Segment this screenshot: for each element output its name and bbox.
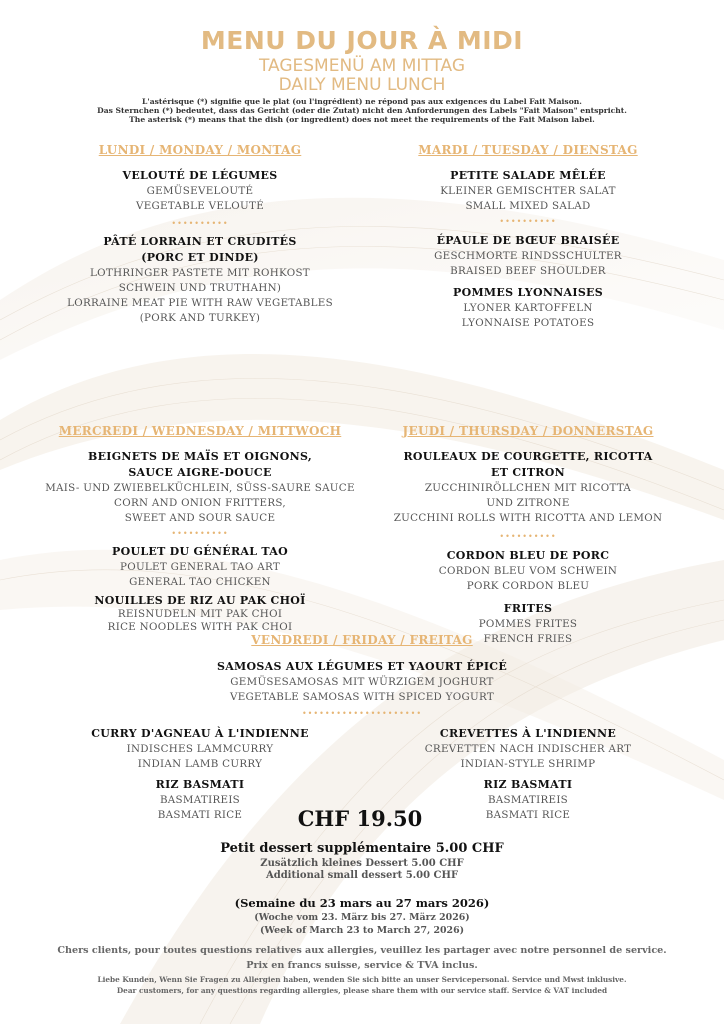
separator: •••••••••• xyxy=(499,532,557,541)
wednesday-dish-3 xyxy=(40,594,360,634)
wednesday-dish-1 xyxy=(40,449,360,526)
dish-en: VEGETABLE SAMOSAS WITH SPICED YOGURT xyxy=(229,691,495,703)
wednesday-dish-2 xyxy=(40,544,360,590)
separator: •••••••••• xyxy=(499,217,557,226)
dish-en: INDIAN LAMB CURRY xyxy=(137,758,263,770)
dish-name: VELOUTÉ DE LÉGUMES xyxy=(122,169,278,182)
fait-maison-note-en: The asterisk (*) means that the dish (or ingredient) does not meet the requirements of the Fait Maison label. xyxy=(129,115,595,124)
dish-en-cont: SWEET AND SOUR SAUCE xyxy=(124,512,276,524)
monday-dish-1 xyxy=(40,168,360,214)
dish-de: INDISCHES LAMMCURRY xyxy=(126,743,274,755)
friday-right-dish-1 xyxy=(370,726,686,772)
dish-en-cont: (PORK AND TURKEY) xyxy=(139,312,261,324)
dish-name-cont: (PORC ET DINDE) xyxy=(141,251,259,264)
dish-en: INDIAN-STYLE SHRIMP xyxy=(460,758,596,770)
dish-name: CURRY D'AGNEAU À L'INDIENNE xyxy=(91,727,309,740)
dish-en: ZUCCHINI ROLLS WITH RICOTTA AND LEMON xyxy=(393,512,663,524)
dish-en: SMALL MIXED SALAD xyxy=(465,200,591,212)
dish-en: CORN AND ONION FRITTERS, xyxy=(114,497,286,509)
dish-en: BRAISED BEEF SHOULDER xyxy=(450,265,606,277)
menu-title-en: DAILY MENU LUNCH xyxy=(278,75,446,95)
dish-name: SAMOSAS AUX LÉGUMES ET YAOURT ÉPICÉ xyxy=(216,660,508,673)
dish-name: PÂTÉ LORRAIN ET CRUDITÉS xyxy=(103,235,297,248)
dish-name: CORDON BLEU DE PORC xyxy=(446,549,610,562)
dish-de: MAIS- UND ZWIEBELKÜCHLEIN, SÜSS-SAURE SAUCE xyxy=(45,482,355,494)
separator-long: ••••••••••••••••••••• xyxy=(301,709,423,718)
week-dates-de: (Woche vom 23. März bis 27. März 2026) xyxy=(254,912,470,923)
dish-en: BASMATI RICE xyxy=(485,809,571,821)
monday-day-label: LUNDI / MONDAY / MONTAG xyxy=(98,143,302,157)
dish-name: CREVETTES À L'INDIENNE xyxy=(439,727,617,740)
friday-dish-1 xyxy=(120,659,604,705)
fait-maison-note-fr: L'astérisque (*) signifie que le plat (ou l'ingrédient) ne répond pas aux exigences du Label Fait Maison. xyxy=(142,97,582,106)
dish-en: RICE NOODLES WITH PAK CHOI xyxy=(107,621,293,633)
dish-en: GENERAL TAO CHICKEN xyxy=(129,576,271,588)
menu-price: CHF 19.50 xyxy=(297,806,423,831)
separator: •••••••••• xyxy=(171,219,229,228)
price-notice-fr: Prix en francs suisse, service & TVA inclus. xyxy=(246,960,478,971)
dish-de: LYONER KARTOFFELN xyxy=(463,302,593,314)
dish-de: BASMATIREIS xyxy=(487,794,569,806)
dish-en: BASMATI RICE xyxy=(157,809,243,821)
menu-title-de: TAGESMENÜ AM MITTAG xyxy=(258,56,466,76)
dish-en: FRENCH FRIES xyxy=(483,633,573,645)
allergy-notice-en: Dear customers, for any questions regarding allergies, please share them with our service staff. Service & VAT included xyxy=(116,986,608,995)
friday-left-dish-1 xyxy=(40,726,360,772)
dish-name: FRITES xyxy=(503,602,553,615)
dish-de: LOTHRINGER PASTETE MIT ROHKOST xyxy=(90,267,310,279)
menu-title: MENU DU JOUR À MIDI xyxy=(200,26,524,55)
dish-de: GEMÜSEVELOUTÉ xyxy=(146,185,254,197)
thursday-day-label: JEUDI / THURSDAY / DONNERSTAG xyxy=(402,424,654,438)
dish-name: NOUILLES DE RIZ AU PAK CHOÏ xyxy=(94,594,306,607)
dish-de: KLEINER GEMISCHTER SALAT xyxy=(440,185,616,197)
thursday-dish-1 xyxy=(370,449,686,526)
week-dates-fr: (Semaine du 23 mars au 27 mars 2026) xyxy=(234,896,490,910)
dish-name: POULET DU GÉNÉRAL TAO xyxy=(112,545,288,558)
dish-de: POMMES FRITES xyxy=(478,618,578,630)
dessert-offer-en: Additional small dessert 5.00 CHF xyxy=(265,870,459,881)
monday-dish-2 xyxy=(40,234,360,326)
dish-de: GESCHMORTE RINDSSCHULTER xyxy=(434,250,622,262)
dish-name: ROULEAUX DE COURGETTE, RICOTTA xyxy=(403,450,653,463)
dish-en: LYONNAISE POTATOES xyxy=(461,317,595,329)
allergy-notice-de: Liebe Kunden, Wenn Sie Fragen zu Allergien haben, wenden Sie sich bitte an unser Servicepersonal. Service und Mwst inklusive. xyxy=(97,975,627,984)
dish-de: BASMATIREIS xyxy=(159,794,241,806)
dish-name: RIZ BASMATI xyxy=(483,778,573,791)
dish-de: GEMÜSESAMOSAS MIT WÜRZIGEM JOGHURT xyxy=(230,676,494,688)
thursday-dish-2 xyxy=(370,548,686,594)
tuesday-dish-1 xyxy=(370,168,686,214)
dish-de: POULET GENERAL TAO ART xyxy=(119,561,281,573)
week-dates-en: (Week of March 23 to March 27, 2026) xyxy=(259,925,465,936)
dish-en: PORK CORDON BLEU xyxy=(466,580,590,592)
dish-de: ZUCCHINIRÖLLCHEN MIT RICOTTA xyxy=(424,482,632,494)
dish-name: PETITE SALADE MÊLÉE xyxy=(450,169,606,182)
tuesday-day-label: MARDI / TUESDAY / DIENSTAG xyxy=(418,143,638,157)
dish-de-cont: UND ZITRONE xyxy=(486,497,570,509)
tuesday-dish-2 xyxy=(370,233,686,279)
dish-name: RIZ BASMATI xyxy=(155,778,245,791)
dish-name: ÉPAULE DE BŒUF BRAISÉE xyxy=(436,234,620,247)
dessert-offer-fr: Petit dessert supplémentaire 5.00 CHF xyxy=(220,841,504,856)
separator: •••••••••• xyxy=(171,529,229,538)
dish-name: POMMES LYONNAISES xyxy=(453,286,603,299)
friday-day-label: VENDREDI / FRIDAY / FREITAG xyxy=(251,633,473,647)
allergy-notice-fr: Chers clients, pour toutes questions relatives aux allergies, veuillez les partager avec notre personnel de service. xyxy=(57,945,667,956)
dish-de: CREVETTEN NACH INDISCHER ART xyxy=(424,743,632,755)
fait-maison-note-de: Das Sternchen (*) bedeutet, dass das Gericht (oder die Zutat) nicht den Anforderungen des Labels "Fait Maison" entspricht. xyxy=(97,106,627,115)
dish-en: LORRAINE MEAT PIE WITH RAW VEGETABLES xyxy=(67,297,333,309)
dish-name: BEIGNETS DE MAÏS ET OIGNONS, xyxy=(88,450,312,463)
dish-name-cont: SAUCE AIGRE-DOUCE xyxy=(128,466,272,479)
dish-name-cont: ET CITRON xyxy=(491,466,565,479)
wednesday-day-label: MERCREDI / WEDNESDAY / MITTWOCH xyxy=(58,424,342,438)
dish-de-cont: SCHWEIN UND TRUTHAHN) xyxy=(118,282,282,294)
tuesday-dish-3 xyxy=(370,285,686,331)
dish-en: VEGETABLE VELOUTÉ xyxy=(135,200,265,212)
dish-de: CORDON BLEU VOM SCHWEIN xyxy=(438,565,618,577)
dessert-offer-de: Zusätzlich kleines Dessert 5.00 CHF xyxy=(260,858,464,869)
dish-de: REISNUDELN MIT PAK CHOI xyxy=(117,608,283,620)
